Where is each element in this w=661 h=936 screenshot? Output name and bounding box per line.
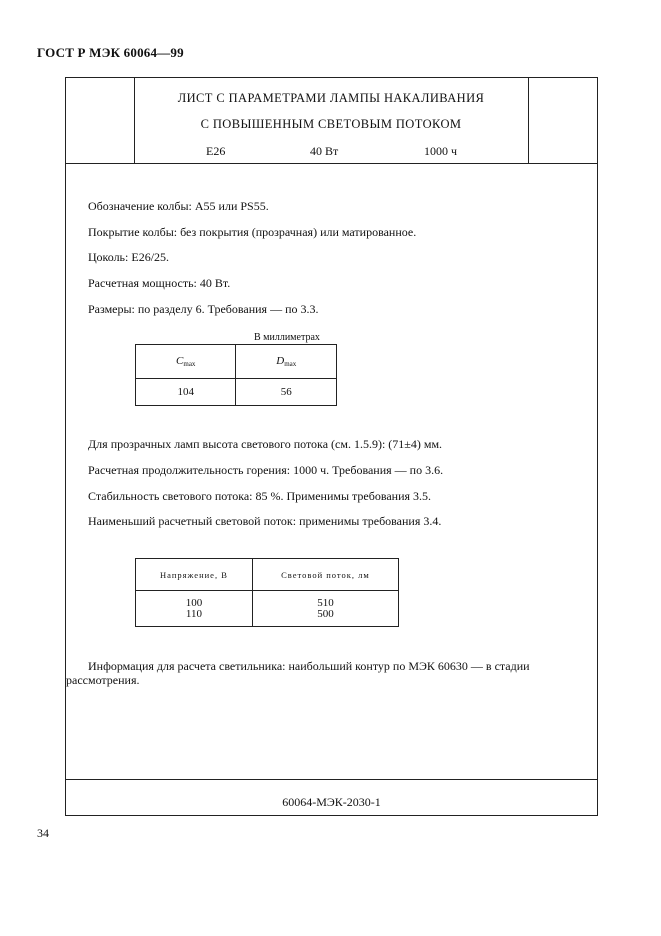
unit-note: В миллиметрах bbox=[254, 332, 320, 343]
voltage-value: 110 bbox=[185, 607, 202, 620]
rated-power: Расчетная мощность: 40 Вт. bbox=[88, 276, 231, 290]
dimensions-note: Размеры: по разделу 6. Требования — по 3.3. bbox=[88, 302, 319, 316]
bulb-coating: Покрытие колбы: без покрытия (прозрачная) или матированное. bbox=[88, 225, 417, 239]
voltage-header: Напряжение, В bbox=[136, 559, 253, 591]
header-c-max: $C_{max}$ bbox=[136, 345, 236, 379]
flux-value: 510 bbox=[317, 596, 334, 609]
voltage-value: 100 bbox=[185, 596, 203, 609]
flux-stability: Стабильность светового потока: 85 %. Применимы требования 3.5. bbox=[88, 489, 432, 503]
standard-code: ГОСТ Р МЭК 60064—99 bbox=[37, 45, 184, 60]
lamp-power: 40 Вт bbox=[310, 144, 339, 158]
header-left-cell bbox=[66, 78, 135, 163]
data-sheet-frame bbox=[65, 77, 598, 816]
bulb-designation: Обозначение колбы: А55 или PS55. bbox=[88, 199, 269, 213]
header-d-max: $D_{max}$ bbox=[236, 345, 337, 379]
voltage-values bbox=[136, 591, 253, 627]
rated-lifetime: Расчетная продолжительность горения: 1000 ч. Требования — по 3.6. bbox=[88, 463, 444, 477]
value-d-max: 56 bbox=[236, 379, 337, 406]
page-number: 34 bbox=[37, 826, 49, 840]
cap-type: Е26 bbox=[206, 144, 226, 158]
dimensions-table bbox=[135, 344, 337, 406]
sheet-code: 60064-МЭК-2030-1 bbox=[282, 795, 381, 809]
minimum-flux: Наименьший расчетный световой поток: применимы требования 3.4. bbox=[88, 514, 442, 528]
flux-values bbox=[252, 591, 398, 627]
flux-header: Световой поток, лм bbox=[252, 559, 398, 591]
sheet-title-line2: С ПОВЫШЕННЫМ СВЕТОВЫМ ПОТОКОМ bbox=[200, 117, 462, 131]
header-right-cell bbox=[528, 78, 598, 163]
sheet-footer bbox=[66, 779, 597, 816]
luminaire-info: Информация для расчета светильника: наибольший контур по МЭК 60630 — в стадии рассмотрения. bbox=[66, 659, 530, 687]
flux-value: 500 bbox=[317, 607, 334, 620]
sheet-header bbox=[66, 78, 597, 164]
sheet-title-line1: ЛИСТ С ПАРАМЕТРАМИ ЛАМПЫ НАКАЛИВАНИЯ bbox=[177, 91, 485, 105]
lamp-life: 1000 ч bbox=[424, 144, 458, 158]
value-c-max: 104 bbox=[136, 379, 236, 406]
lamp-base: Цоколь: Е26/25. bbox=[88, 250, 170, 264]
flux-height: Для прозрачных ламп высота светового потока (см. 1.5.9): (71±4) мм. bbox=[88, 437, 443, 451]
flux-table bbox=[135, 558, 399, 627]
